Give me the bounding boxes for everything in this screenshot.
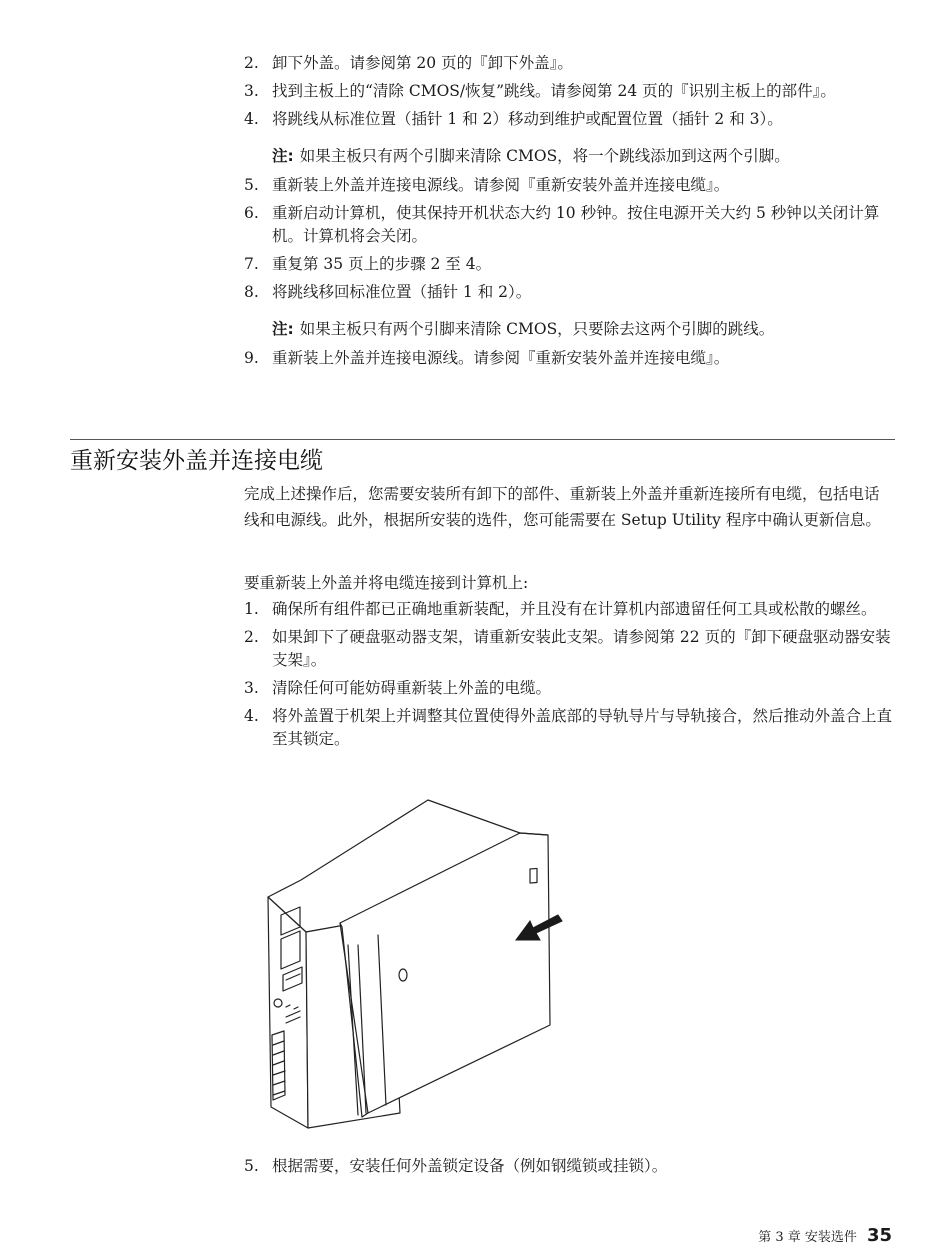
note-label: 注:: [272, 147, 294, 165]
step-text: 将外盖置于机架上并调整其位置使得外盖底部的导轨导片与导轨接合，然后推动外盖合上直至其锁定。: [272, 707, 893, 748]
list-item: [244, 281, 894, 304]
step-number: 3.: [244, 82, 259, 100]
step-text: 重新装上外盖并连接电源线。请参阅『重新安装外盖并连接电缆』。: [272, 349, 730, 367]
list-item: [244, 253, 894, 276]
step-number: 2.: [244, 54, 259, 72]
page-number: 35: [866, 1225, 892, 1246]
note: [272, 145, 894, 168]
step-number: 9.: [244, 349, 259, 367]
cmos-steps-list: [244, 52, 894, 375]
step-number: 2.: [244, 628, 259, 646]
step-text: 找到主板上的“清除 CMOS/恢复”跳线。请参阅第 24 页的『识别主板上的部件』。: [272, 82, 836, 100]
step-number: 1.: [244, 600, 259, 618]
page-footer: [758, 1225, 892, 1246]
step-text: 将跳线从标准位置（插针 1 和 2）移动到维护或配置位置（插针 2 和 3）。: [272, 110, 783, 128]
step-number: 8.: [244, 283, 259, 301]
step-text: 确保所有组件都已正确地重新装配，并且没有在计算机内部遗留任何工具或松散的螺丝。: [272, 600, 877, 618]
list-item: [244, 677, 894, 700]
list-item: [244, 1155, 894, 1178]
step-number: 5.: [244, 1157, 259, 1175]
note-label: 注:: [272, 320, 294, 338]
step-text: 卸下外盖。请参阅第 20 页的『卸下外盖』。: [272, 54, 573, 72]
step-text: 将跳线移回标准位置（插针 1 和 2）。: [272, 283, 532, 301]
list-item: [244, 202, 894, 248]
step-number: 7.: [244, 255, 259, 273]
cover-installation-illustration: [258, 795, 588, 1140]
list-item: [244, 598, 894, 621]
computer-tower-drawing: [268, 800, 550, 1128]
step-number: 3.: [244, 679, 259, 697]
step-number: 6.: [244, 204, 259, 222]
note-text: 如果主板只有两个引脚来清除 CMOS，只要除去这两个引脚的跳线。: [299, 320, 775, 338]
step-number: 4.: [244, 707, 259, 725]
step-text: 如果卸下了硬盘驱动器支架，请重新安装此支架。请参阅第 22 页的『卸下硬盘驱动器安装支架』。: [272, 628, 891, 669]
step-text: 清除任何可能妨碍重新装上外盖的电缆。: [272, 679, 552, 697]
list-item: [244, 52, 894, 75]
step-text: 重复第 35 页上的步骤 2 至 4。: [272, 255, 492, 273]
intro-paragraph: 完成上述操作后，您需要安装所有卸下的部件、重新装上外盖并重新连接所有电缆，包括电话线和电源线。此外，根据所安装的选件，您可能需要在 Setup Utility 程序中确认更新信息。: [244, 485, 881, 529]
list-item: [244, 80, 894, 103]
list-item: [244, 174, 894, 197]
chapter-label: 第 3 章 安装选件: [758, 1230, 857, 1245]
note: [272, 318, 894, 341]
list-item: [244, 108, 894, 131]
final-step-list: [244, 1155, 894, 1183]
step-text: 重新装上外盖并连接电源线。请参阅『重新安装外盖并连接电缆』。: [272, 176, 730, 194]
section-title: 重新安装外盖并连接电缆: [70, 448, 323, 474]
step-text: 重新启动计算机，使其保持开机状态大约 10 秒钟。按住电源开关大约 5 秒钟以关闭计算机。计算机将会关闭。: [272, 204, 880, 245]
list-item: [244, 347, 894, 370]
step-text: 根据需要，安装任何外盖锁定设备（例如钢缆锁或挂锁）。: [272, 1157, 668, 1175]
lead-paragraph: 要重新装上外盖并将电缆连接到计算机上:: [244, 574, 529, 592]
section-divider: [70, 439, 895, 440]
step-number: 5.: [244, 176, 259, 194]
step-number: 4.: [244, 110, 259, 128]
list-item: [244, 626, 894, 672]
list-item: [244, 705, 894, 751]
reinstall-steps-list: [244, 598, 894, 756]
note-text: 如果主板只有两个引脚来清除 CMOS，将一个跳线添加到这两个引脚。: [299, 147, 790, 165]
